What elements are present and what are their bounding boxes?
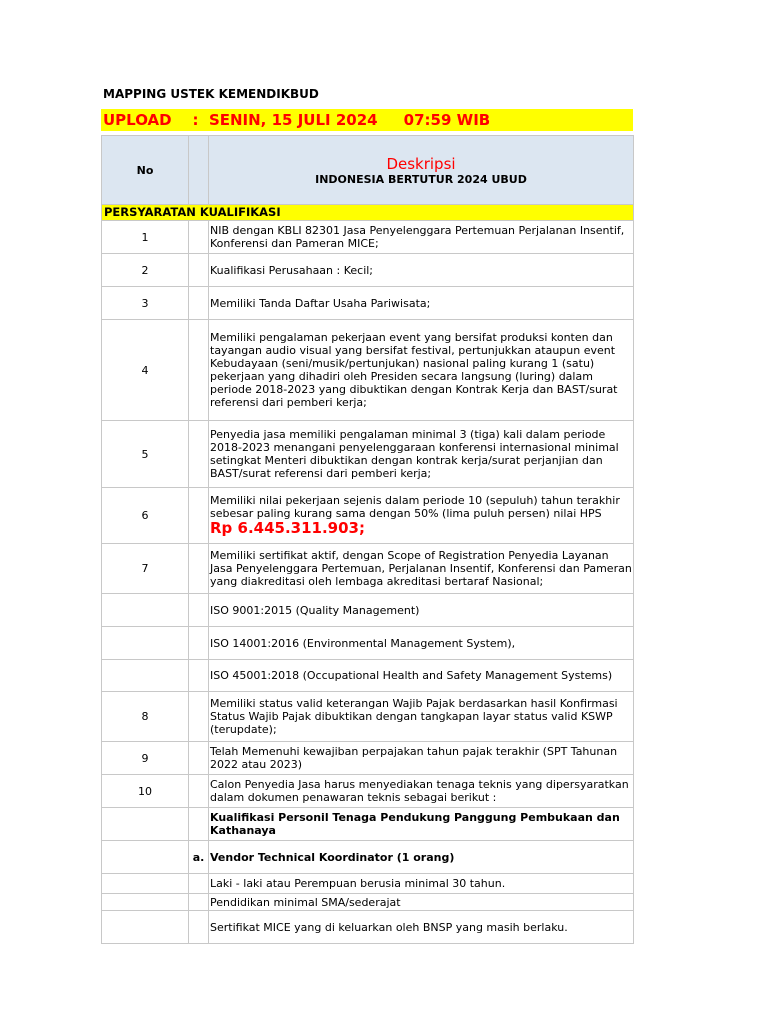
- row-number: [102, 841, 189, 874]
- row-sub: [189, 808, 209, 841]
- row-number: [102, 894, 189, 911]
- table-row: [102, 692, 634, 742]
- row-desc: Memiliki pengalaman pekerjaan event yang bersifat produksi konten dan tayangan audio visual yang bersifat festival, pertunjukkan ataupun event Kebudayaan (seni/musik/pertunjukan) nasional paling kurang 1 (satu) pekerjaan yang dihadiri oleh Presiden secara langsung (luring) dalam periode 2018-2023 yang dibuktikan dengan Kontrak Kerja dan BAST/surat referensi dari pemberi kerja;: [209, 320, 634, 421]
- row-sub: [189, 660, 209, 692]
- row-desc-text: Memiliki nilai pekerjaan sejenis dalam periode 10 (sepuluh) tahun terakhir sebesar paling kurang sama dengan 50% (lima puluh persen) nilai HPS: [210, 494, 620, 520]
- row-desc: Memiliki Tanda Daftar Usaha Pariwisata;: [209, 287, 634, 320]
- table-row: [102, 221, 634, 254]
- row-desc: Penyedia jasa memiliki pengalaman minimal 3 (tiga) kali dalam periode 2018-2023 menangani penyelenggaraan konferensi internasional minimal setingkat Menteri dibuktikan dengan kontrak kerja/surat perjanjian dan BAST/surat referensi dari pemberi kerja;: [209, 421, 634, 488]
- table-row: [102, 874, 634, 894]
- row-number: 1: [102, 221, 189, 254]
- row-sub: [189, 221, 209, 254]
- row-sub: [189, 254, 209, 287]
- upload-banner: [101, 109, 633, 131]
- table-row: [102, 660, 634, 692]
- deskripsi-label: Deskripsi: [386, 154, 456, 173]
- row-sub: [189, 742, 209, 775]
- table-row: [102, 911, 634, 944]
- event-name: INDONESIA BERTUTUR 2024 UBUD: [315, 172, 527, 186]
- row-sub: [189, 775, 209, 808]
- table-row: [102, 627, 634, 660]
- table-row: [102, 594, 634, 627]
- row-number: [102, 911, 189, 944]
- header-spacer: [189, 136, 209, 205]
- table-row: [102, 775, 634, 808]
- row-desc: Calon Penyedia Jasa harus menyediakan tenaga teknis yang dipersyaratkan dalam dokumen penawaran teknis sebagai berikut :: [209, 775, 634, 808]
- row-sub: [189, 911, 209, 944]
- requirements-table: [101, 135, 634, 944]
- row-desc: Kualifikasi Perusahaan : Kecil;: [209, 254, 634, 287]
- row-desc: NIB dengan KBLI 82301 Jasa Penyelenggara Pertemuan Perjalanan Insentif, Konferensi dan Pameran MICE;: [209, 221, 634, 254]
- row-number: [102, 594, 189, 627]
- row-desc: ISO 45001:2018 (Occupational Health and Safety Management Systems): [209, 660, 634, 692]
- table-row: [102, 742, 634, 775]
- row-desc: Laki - laki atau Perempuan berusia minimal 30 tahun.: [209, 874, 634, 894]
- row-number: 9: [102, 742, 189, 775]
- row-desc: Telah Memenuhi kewajiban perpajakan tahun pajak terakhir (SPT Tahunan 2022 atau 2023): [209, 742, 634, 775]
- row-sub: [189, 544, 209, 594]
- row-sub: [189, 692, 209, 742]
- table-row: [102, 894, 634, 911]
- table-row: [102, 488, 634, 544]
- row-number: [102, 874, 189, 894]
- row-number: 2: [102, 254, 189, 287]
- row-desc: Kualifikasi Personil Tenaga Pendukung Panggung Pembukaan dan Kathanaya: [209, 808, 634, 841]
- table-row: [102, 254, 634, 287]
- table-row: [102, 287, 634, 320]
- table-header-row: [102, 136, 634, 205]
- row-sub: [189, 627, 209, 660]
- hps-price: Rp 6.445.311.903;: [210, 519, 365, 537]
- table-row: [102, 320, 634, 421]
- row-number: 8: [102, 692, 189, 742]
- header-no: No: [102, 136, 189, 205]
- row-number: 5: [102, 421, 189, 488]
- row-sub: [189, 874, 209, 894]
- row-number: 7: [102, 544, 189, 594]
- row-desc: Memiliki status valid keterangan Wajib Pajak berdasarkan hasil Konfirmasi Status Wajib Pajak dibuktikan dengan tangkapan layar status valid KSWP (terupdate);: [209, 692, 634, 742]
- row-desc: Vendor Technical Koordinator (1 orang): [209, 841, 634, 874]
- row-number: 3: [102, 287, 189, 320]
- row-sub: [189, 320, 209, 421]
- upload-text: UPLOAD : SENIN, 15 JULI 2024 07:59 WIB: [103, 111, 491, 129]
- row-number: [102, 627, 189, 660]
- row-sub: [189, 421, 209, 488]
- table-row: [102, 808, 634, 841]
- row-sub: a.: [189, 841, 209, 874]
- table-row: [102, 544, 634, 594]
- row-number: 6: [102, 488, 189, 544]
- row-desc: ISO 14001:2016 (Environmental Management System),: [209, 627, 634, 660]
- row-sub: [189, 894, 209, 911]
- row-sub: [189, 594, 209, 627]
- document-title: MAPPING USTEK KEMENDIKBUD: [103, 87, 319, 101]
- row-number: 10: [102, 775, 189, 808]
- table-row: [102, 841, 634, 874]
- row-sub: [189, 287, 209, 320]
- row-number: [102, 808, 189, 841]
- section-title: PERSYARATAN KUALIFIKASI: [102, 205, 634, 221]
- row-sub: [189, 488, 209, 544]
- table-row: [102, 421, 634, 488]
- row-desc: Sertifikat MICE yang di keluarkan oleh BNSP yang masih berlaku.: [209, 911, 634, 944]
- row-desc: [209, 488, 634, 544]
- row-number: 4: [102, 320, 189, 421]
- row-desc: ISO 9001:2015 (Quality Management): [209, 594, 634, 627]
- section-row: [102, 205, 634, 221]
- row-desc: Memiliki sertifikat aktif, dengan Scope of Registration Penyedia Layanan Jasa Penyelenggara Pertemuan, Perjalanan Insentif, Konferensi dan Pameran yang diakreditasi oleh lembaga akreditasi bertaraf Nasional;: [209, 544, 634, 594]
- row-desc: Pendidikan minimal SMA/sederajat: [209, 894, 634, 911]
- row-number: [102, 660, 189, 692]
- header-deskripsi: [209, 136, 634, 205]
